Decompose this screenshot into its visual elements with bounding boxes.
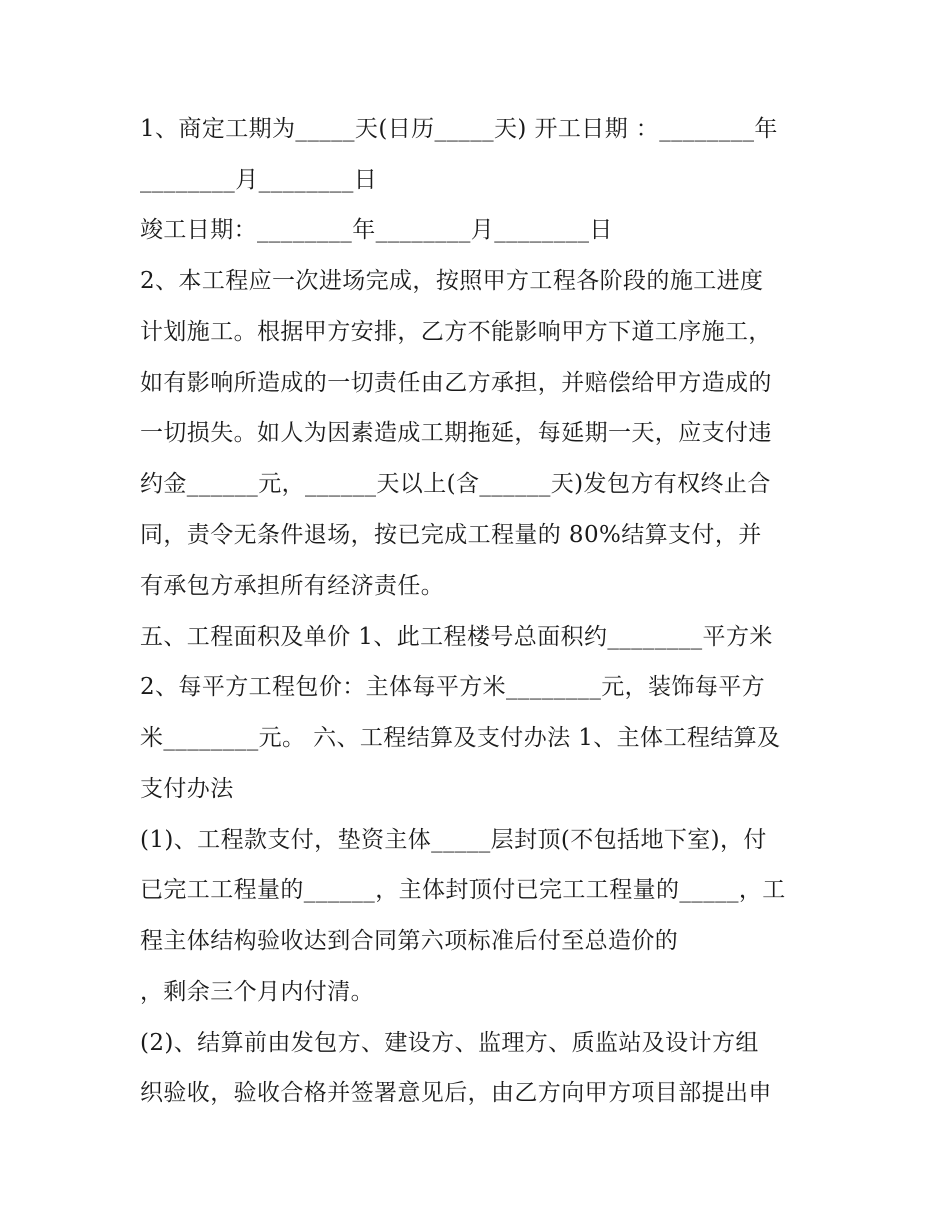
text-line: ，剩余三个月内付清。 xyxy=(140,979,374,1005)
text-line: (1)、工程款支付，垫资主体_____层封顶(不包括地下室)，付 xyxy=(140,827,767,853)
text-line: 2、本工程应一次进场完成，按照甲方工程各阶段的施工进度 xyxy=(140,268,764,294)
text-line: 1、商定工期为_____天(日历_____天) 开工日期 ：________年 xyxy=(140,116,778,142)
text-line: 2、每平方工程包价：主体每平方米________元，装饰每平方 xyxy=(140,674,766,700)
text-line: 如有影响所造成的一切责任由乙方承担，并赔偿给甲方造成的 xyxy=(140,370,772,396)
text-line: 织验收，验收合格并签署意见后，由乙方向甲方项目部提出申 xyxy=(140,1080,772,1106)
text-line: 计划施工。根据甲方安排，乙方不能影响甲方下道工序施工， xyxy=(140,319,772,345)
text-line: 已完工工程量的______，主体封顶付已完工工程量的_____，工 xyxy=(140,877,786,903)
text-line: 程主体结构验收达到合同第六项标准后付至总造价的 xyxy=(140,928,679,954)
text-line: 一切损失。如人为因素造成工期拖延，每延期一天，应支付违 xyxy=(140,420,772,446)
text-line: 同，责令无条件退场，按已完成工程量的 80%结算支付，并 xyxy=(140,522,762,548)
text-line: ________月________日 xyxy=(140,167,378,193)
text-line: 米________元。 六、工程结算及支付办法 1、主体工程结算及 xyxy=(140,725,781,751)
text-line: 五、工程面积及单价 1、此工程楼号总面积约________平方米 xyxy=(140,624,773,650)
text-line: 竣工日期：________年________月________日 xyxy=(140,217,613,243)
text-line: (2)、结算前由发包方、建设方、监理方、质监站及设计方组 xyxy=(140,1030,759,1056)
text-line: 支付办法 xyxy=(140,776,234,802)
text-line: 约金______元，______天以上(含______天)发包方有权终止合 xyxy=(140,471,771,497)
text-line: 有承包方承担所有经济责任。 xyxy=(140,573,445,599)
